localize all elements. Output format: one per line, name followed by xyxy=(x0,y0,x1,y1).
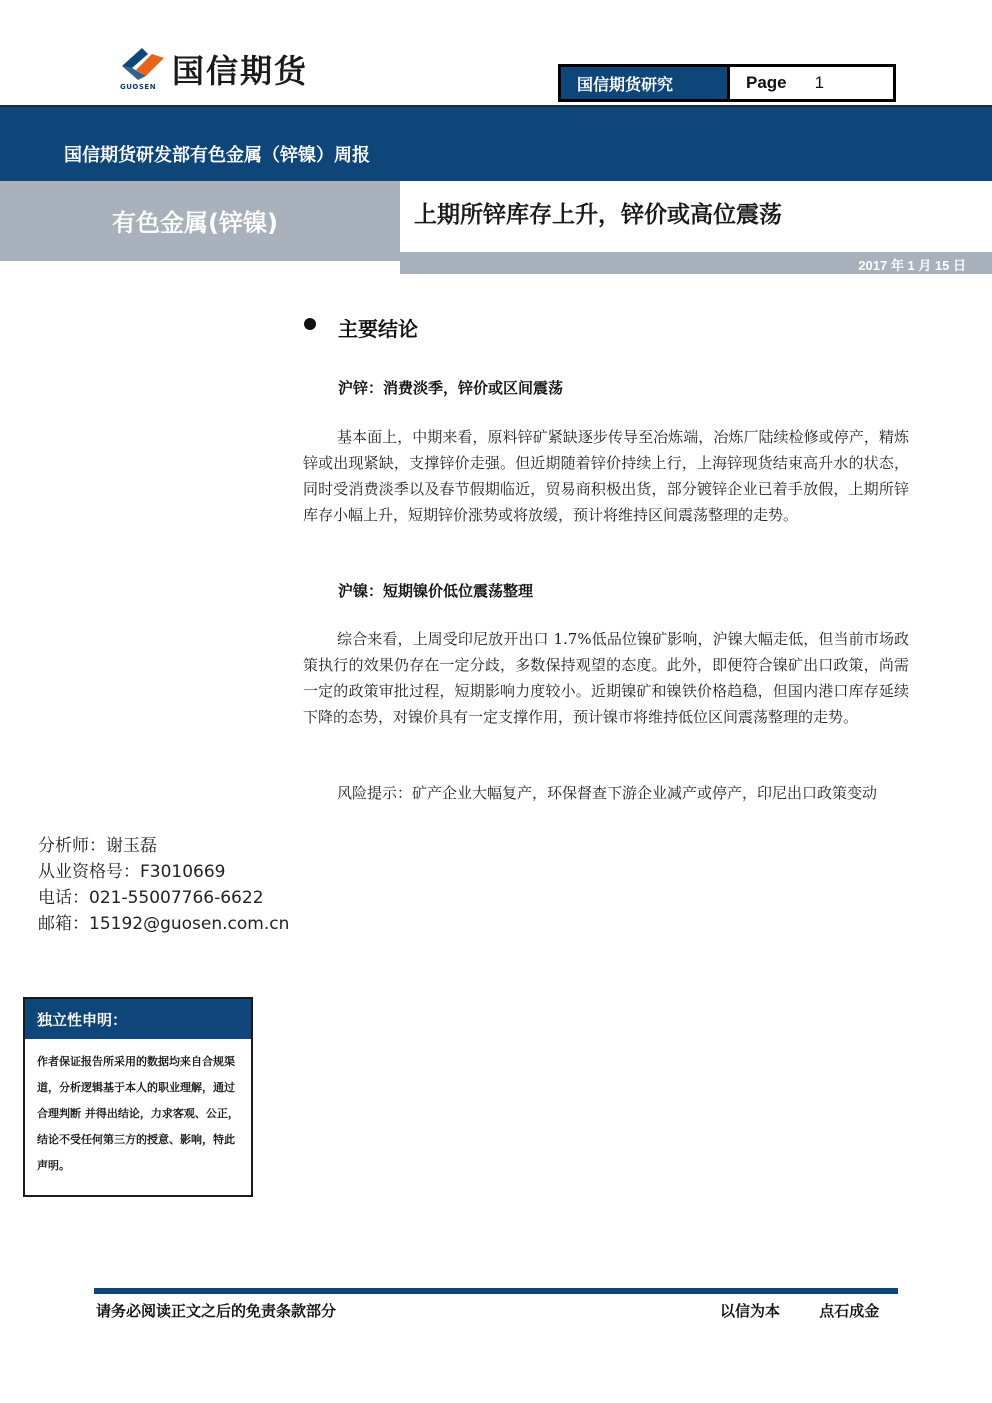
guosen-logo-icon xyxy=(118,44,166,84)
section-title: 主要结论 xyxy=(338,317,418,341)
logo-brand-text: 国信期货 xyxy=(172,52,309,90)
research-label: 国信期货研究 xyxy=(561,67,727,99)
footer-slogan-2: 点石成金 xyxy=(819,1302,880,1320)
category-box xyxy=(0,181,400,261)
footer-slogan-1: 以信为本 xyxy=(720,1302,781,1320)
analyst-name: 分析师：谢玉磊 xyxy=(38,836,157,856)
page-label: Page xyxy=(746,73,787,92)
analyst-license: 从业资格号：F3010669 xyxy=(38,862,226,882)
independence-statement-box xyxy=(23,997,253,1197)
date-band xyxy=(400,252,992,274)
footer-disclaimer-note: 请务必阅读正文之后的免责条款部分 xyxy=(96,1302,337,1320)
bullet-icon xyxy=(304,318,316,330)
category-label: 有色金属(锌镍) xyxy=(112,209,278,237)
report-page-box xyxy=(558,64,896,102)
report-date: 2017 年 1 月 15 日 xyxy=(858,258,966,273)
independence-text: 作者保证报告所采用的数据均来自合规渠道，分析逻辑基于本人的职业理解，通过合理判断 并得出结论，力求客观、公正，结论不受任何第三方的授意、影响，特此声明。 xyxy=(37,1055,239,1172)
analyst-email: 邮箱：15192@guosen.com.cn xyxy=(38,914,290,934)
zinc-paragraph: 基本面上，中期来看，原料锌矿紧缺逐步传导至冶炼端，冶炼厂陆续检修或停产，精炼锌或出现紧缺，支撑锌价走强。但近期随着锌价持续上行，上海锌现货结束高升水的状态，同时受消费淡季以及春节假期临近，贸易商积极出货，部分镀锌企业已着手放假，上期所锌库存小幅上升，短期锌价涨势或将放缓，预计将维持区间震荡整理的走势。 xyxy=(303,428,909,524)
footer-slogan xyxy=(720,1300,879,1321)
logo-sub-text: GUOSEN xyxy=(120,83,157,91)
analyst-phone: 电话：021-55007766-6622 xyxy=(38,888,264,908)
company-logo xyxy=(118,44,348,94)
zinc-heading: 沪锌：消费淡季，锌价或区间震荡 xyxy=(338,379,564,397)
page-indicator xyxy=(727,67,893,99)
footer-divider xyxy=(94,1288,898,1294)
report-series-title: 国信期货研发部有色金属（锌镍）周报 xyxy=(64,145,370,166)
nickel-heading: 沪镍：短期镍价低位震荡整理 xyxy=(338,582,534,600)
header-band xyxy=(0,105,992,181)
main-title: 上期所锌库存上升，锌价或高位震荡 xyxy=(414,202,782,228)
independence-heading: 独立性申明： xyxy=(25,999,251,1039)
nickel-paragraph: 综合来看，上周受印尼放开出口 1.7%低品位镍矿影响，沪镍大幅走低，但当前市场政策执行的效果仍存在一定分歧，多数保持观望的态度。此外，即便符合镍矿出口政策，尚需一定的政策审批过程，短期影响力度较小。近期镍矿和镍铁价格趋稳，但国内港口库存延续下降的态势，对镍价具有一定支撑作用，预计镍市将维持低位区间震荡整理的走势。 xyxy=(303,630,909,726)
page-number: 1 xyxy=(814,73,825,92)
risk-note: 风险提示：矿产企业大幅复产，环保督查下游企业减产或停产，印尼出口政策变动 xyxy=(337,784,878,802)
analyst-info xyxy=(38,833,289,937)
